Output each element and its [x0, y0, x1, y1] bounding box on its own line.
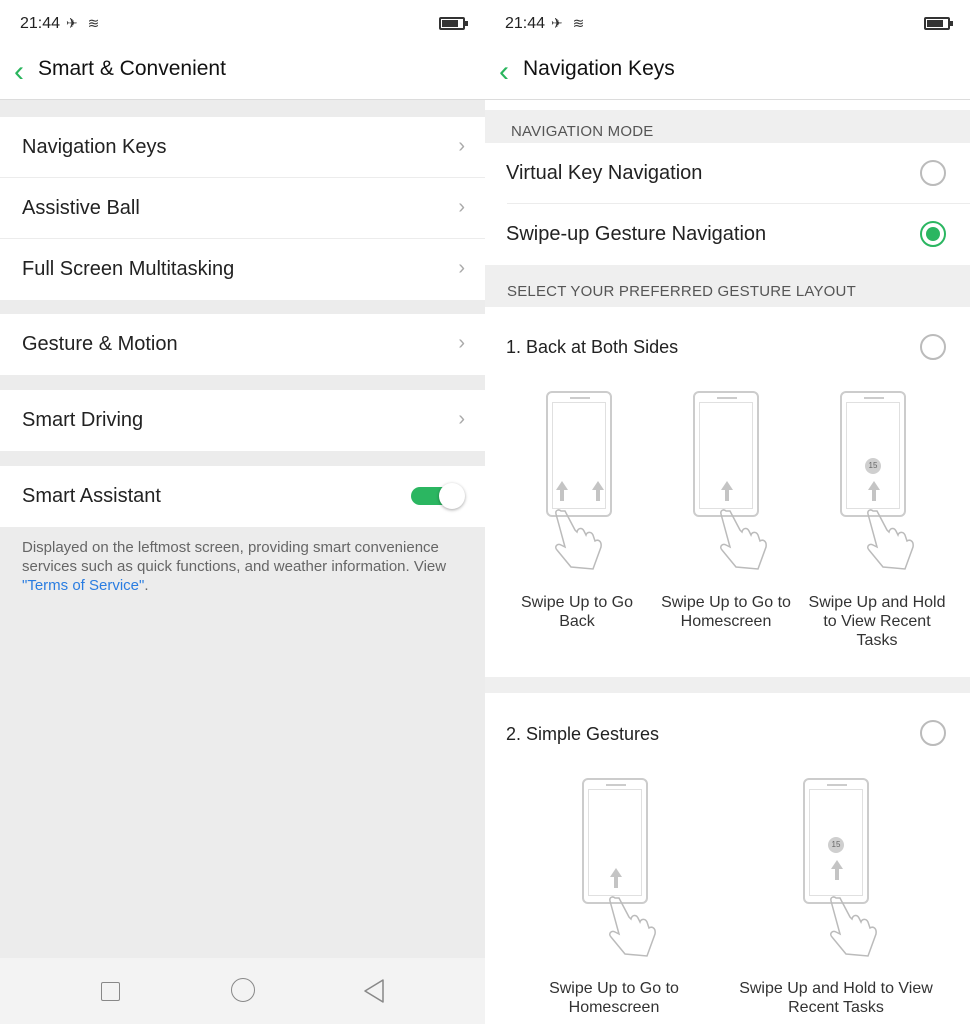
terms-of-service-link[interactable]: "Terms of Service" — [22, 577, 145, 594]
battery-icon — [439, 17, 465, 30]
settings-group-1 — [0, 117, 485, 300]
navigation-mode-header: NAVIGATION MODE — [485, 110, 970, 148]
status-time: 21:44 — [505, 15, 546, 32]
airplane-wifi-icons: ✈ ≋ — [66, 15, 103, 31]
airplane-wifi-icons: ✈ ≋ — [551, 15, 588, 31]
radio-swipe-up-gesture[interactable] — [920, 221, 946, 247]
app-header — [0, 48, 485, 100]
battery-icon — [924, 17, 950, 30]
settings-group-2 — [0, 314, 485, 375]
app-header — [485, 48, 970, 100]
radio-virtual-key[interactable] — [920, 160, 946, 186]
arrow-up-icon — [611, 868, 621, 888]
hand-gesture-icon — [865, 507, 921, 577]
caption-swipe-home: Swipe Up to Go to Homescreen — [549, 980, 679, 1016]
chevron-right-icon: › — [458, 332, 465, 354]
recents-square-icon[interactable] — [101, 982, 120, 1001]
virtual-key-navigation-option[interactable] — [485, 143, 970, 204]
layout-option-back-both-sides[interactable] — [485, 307, 970, 677]
smart-assistant-toggle[interactable] — [411, 483, 463, 507]
swipe-up-gesture-option[interactable] — [485, 204, 970, 265]
phone-illustration — [546, 391, 612, 517]
phone-illustration — [840, 391, 906, 517]
phone-illustration — [582, 778, 648, 904]
option-label: Virtual Key Navigation — [506, 162, 703, 184]
hold-badge: 15 — [828, 837, 844, 853]
smart-assistant-description — [22, 538, 462, 595]
caption-swipe-home: Swipe Up to Go to Homescreen — [661, 594, 791, 630]
footnote-text: Displayed on the leftmost screen, providing smart convenience services such as quick functions, and weather information. View — [22, 539, 447, 575]
gesture-motion-row[interactable] — [0, 314, 485, 375]
phone-illustration — [693, 391, 759, 517]
row-label: Navigation Keys — [22, 136, 167, 158]
hold-badge: 15 — [865, 458, 881, 474]
row-label: Smart Assistant — [22, 485, 161, 507]
status-bar — [0, 0, 485, 48]
phone-illustration — [803, 778, 869, 904]
toggle-knob — [439, 483, 465, 509]
arrow-up-icon — [557, 481, 567, 501]
chevron-right-icon: › — [458, 257, 465, 279]
arrow-up-icon — [832, 860, 842, 880]
arrow-up-icon — [593, 481, 603, 501]
page-title: Smart & Convenient — [38, 57, 226, 80]
navigation-keys-row[interactable] — [0, 117, 485, 178]
hand-gesture-icon — [828, 894, 884, 964]
home-circle-icon[interactable] — [231, 978, 255, 1002]
layout-option-simple-gestures[interactable] — [485, 693, 970, 1024]
row-label: Gesture & Motion — [22, 333, 178, 355]
radio-simple-gestures[interactable] — [920, 720, 946, 746]
gesture-layout-header: SELECT YOUR PREFERRED GESTURE LAYOUT — [485, 265, 970, 307]
layout-title: 1. Back at Both Sides — [506, 337, 679, 357]
row-label: Full Screen Multitasking — [22, 258, 235, 280]
smart-assistant-row — [0, 466, 485, 527]
arrow-up-icon — [722, 481, 732, 501]
arrow-up-icon — [869, 481, 879, 501]
layout-title: 2. Simple Gestures — [506, 724, 660, 744]
smart-driving-row[interactable] — [0, 390, 485, 451]
settings-group-3 — [0, 390, 485, 451]
section-gap — [485, 677, 970, 693]
chevron-right-icon: › — [458, 135, 465, 157]
chevron-right-icon: › — [458, 408, 465, 430]
hand-gesture-icon — [607, 894, 663, 964]
caption-swipe-hold-recent: Swipe Up and Hold to View Recent Tasks — [808, 594, 946, 649]
caption-swipe-back: Swipe Up to Go Back — [520, 594, 634, 630]
hand-gesture-icon — [553, 507, 609, 577]
hand-gesture-icon — [718, 507, 774, 577]
assistive-ball-row[interactable] — [0, 178, 485, 239]
back-triangle-icon[interactable] — [362, 978, 386, 1004]
system-nav-bar — [0, 958, 485, 1024]
navigation-keys-screen — [485, 0, 970, 1024]
back-chevron-icon[interactable]: ‹ — [14, 55, 24, 88]
row-label: Smart Driving — [22, 409, 144, 431]
caption-swipe-hold-recent: Swipe Up and Hold to View Recent Tasks — [739, 980, 933, 1016]
settings-group-4 — [0, 466, 485, 527]
back-chevron-icon[interactable]: ‹ — [499, 55, 509, 88]
status-time: 21:44 — [20, 15, 61, 32]
full-screen-multitasking-row[interactable] — [0, 239, 485, 300]
option-label: Swipe-up Gesture Navigation — [506, 223, 767, 245]
footnote-end: . — [144, 577, 149, 594]
page-title: Navigation Keys — [523, 57, 675, 80]
status-bar — [485, 0, 970, 48]
chevron-right-icon: › — [458, 196, 465, 218]
row-label: Assistive Ball — [22, 197, 140, 219]
radio-back-both-sides[interactable] — [920, 334, 946, 360]
